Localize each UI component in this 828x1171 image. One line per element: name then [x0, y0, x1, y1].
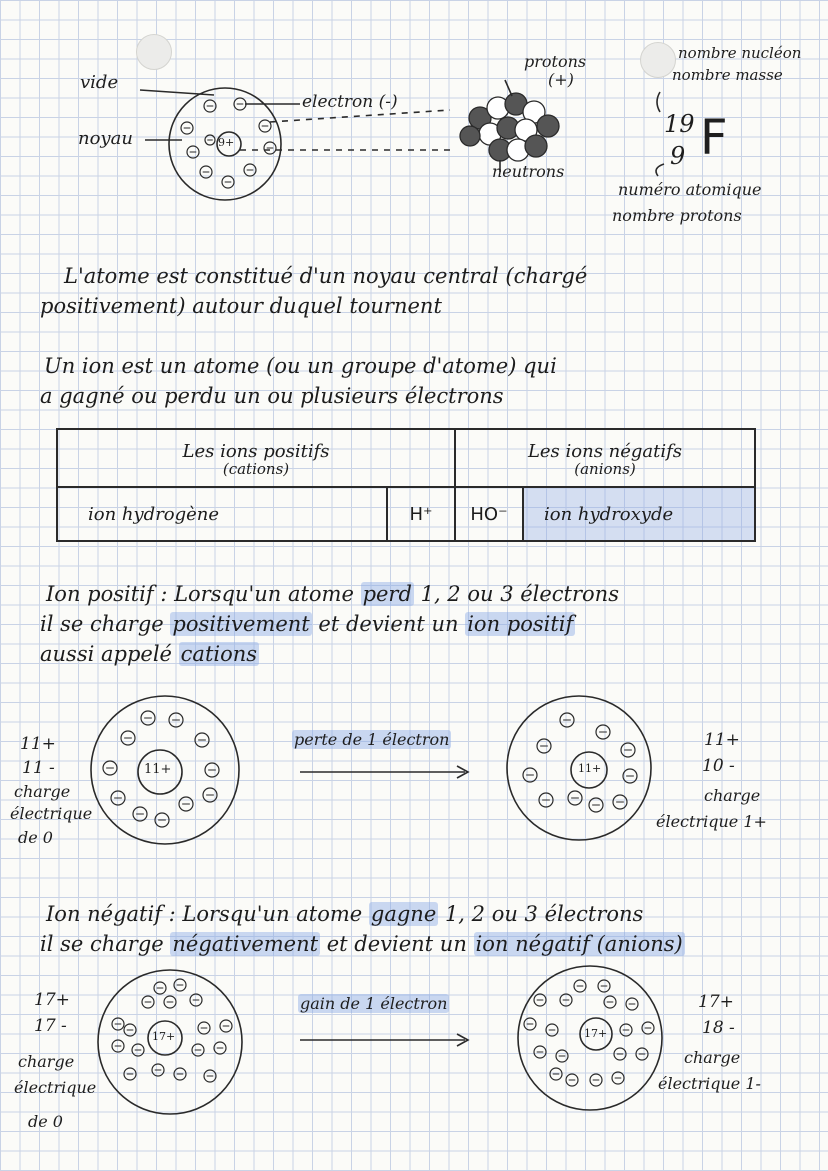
pos-right-electrons: 10 -	[702, 756, 735, 776]
highlight-cations: cations	[180, 642, 258, 666]
positive-ion-line2	[40, 610, 575, 638]
highlight-positivement: positivement	[172, 612, 310, 636]
neg-left-protons: 17+	[34, 990, 70, 1010]
text-segment: et devient un	[311, 612, 466, 636]
positive-ion-line3	[40, 640, 259, 668]
header-positive-ions	[57, 429, 455, 487]
label-protons: protons	[524, 52, 587, 71]
label-nombre-masse: nombre masse	[672, 66, 783, 84]
cell-ion-hydroxyde: ion hydroxyde	[523, 487, 755, 541]
pos-right-charge-label2: électrique 1+	[656, 812, 767, 831]
pos-left-nucleus: 11+	[144, 762, 172, 777]
text-segment: aussi appelé	[40, 642, 179, 666]
pos-right-nucleus: 11+	[578, 762, 602, 775]
header-right-title: Les ions négatifs	[527, 440, 683, 462]
negative-ion-line1	[46, 900, 643, 928]
neg-right-protons: 17+	[698, 992, 734, 1012]
pos-left-charge-value: de 0	[18, 828, 53, 847]
paragraph-atome-line2: positivement) autour duquel tournent	[40, 294, 442, 318]
neg-arrow-label	[298, 994, 449, 1013]
positive-ion-line1	[46, 580, 619, 608]
neg-right-electrons: 18 -	[702, 1018, 735, 1038]
pos-left-charge-label1: charge	[14, 782, 71, 801]
label-nombre-nucleon: nombre nucléon	[678, 44, 802, 62]
text-segment: et devient un	[320, 932, 474, 956]
neg-left-nucleus: 17+	[152, 1030, 176, 1043]
neg-right-nucleus: 17+	[584, 1027, 608, 1040]
highlight-perte: perte de 1 électron	[294, 730, 450, 749]
pos-right-charge-label1: charge	[704, 786, 761, 805]
neg-right-charge-label2: électrique 1-	[658, 1074, 761, 1093]
text-segment: il se charge	[40, 612, 171, 636]
header-left-sub: (cations)	[222, 459, 290, 478]
label-numero-atomique: numéro atomique	[618, 180, 762, 199]
cell-h-plus: H⁺	[387, 487, 455, 541]
cell-ion-hydrogene: ion hydrogène	[57, 487, 387, 541]
label-vide: vide	[80, 72, 119, 93]
highlight-perd: perd	[362, 582, 412, 606]
neg-right-charge-label1: charge	[684, 1048, 741, 1067]
highlight-gain: gain de 1 électron	[300, 994, 448, 1013]
pos-left-protons: 11+	[20, 734, 56, 754]
table-header-row	[57, 429, 755, 487]
ion-table	[56, 428, 756, 542]
highlight-gagne: gagne	[370, 902, 437, 926]
paragraph-ion-line1: Un ion est un atome (ou un groupe d'atome) qui	[44, 354, 557, 378]
label-noyau: noyau	[78, 128, 133, 149]
pos-left-charge-label2: électrique	[10, 804, 93, 823]
neg-left-electrons: 17 -	[34, 1016, 67, 1036]
pos-left-electrons: 11 -	[22, 758, 55, 778]
neg-left-charge-value: de 0	[28, 1112, 63, 1131]
negative-ion-line2	[40, 930, 685, 958]
paragraph-atome-line1: L'atome est constitué d'un noyau central (chargé	[64, 264, 588, 288]
highlight-ion-positif: ion positif	[467, 612, 574, 636]
paragraph-ion-line2: a gagné ou perdu un ou plusieurs électrons	[40, 384, 504, 408]
label-protons-sign: (+)	[548, 70, 574, 89]
header-negative-ions	[455, 429, 755, 487]
header-right-sub: (anions)	[574, 459, 636, 478]
text-segment: Ion positif : Lorsqu'un atome	[46, 582, 361, 606]
label-electron: electron (-)	[302, 92, 398, 112]
atomic-number: 9	[670, 142, 686, 170]
element-symbol: F	[700, 110, 728, 166]
negative-ion-atoms	[98, 966, 662, 1114]
cell-ho-minus: HO⁻	[455, 487, 523, 541]
text-segment: 1, 2 ou 3 électrons	[413, 582, 619, 606]
label-neutrons: neutrons	[492, 162, 565, 181]
pos-right-protons: 11+	[704, 730, 740, 750]
neg-left-charge-label2: électrique	[14, 1078, 97, 1097]
text-segment: il se charge	[40, 932, 171, 956]
text-segment: 1, 2 ou 3 électrons	[438, 902, 644, 926]
highlight-ion-negatif: ion négatif (anions)	[475, 932, 683, 956]
positive-ion-atoms	[91, 696, 651, 844]
highlight-negativement: négativement	[172, 932, 319, 956]
mass-number: 19	[664, 110, 695, 138]
table-row	[57, 487, 755, 541]
nucleus-cluster	[460, 93, 559, 161]
header-left-title: Les ions positifs	[182, 440, 330, 462]
text-segment: Ion négatif : Lorsqu'un atome	[46, 902, 369, 926]
neg-left-charge-label1: charge	[18, 1052, 75, 1071]
label-nombre-protons: nombre protons	[612, 206, 742, 225]
nucleus-charge: 9+	[218, 136, 235, 149]
pos-arrow-label	[292, 730, 451, 749]
